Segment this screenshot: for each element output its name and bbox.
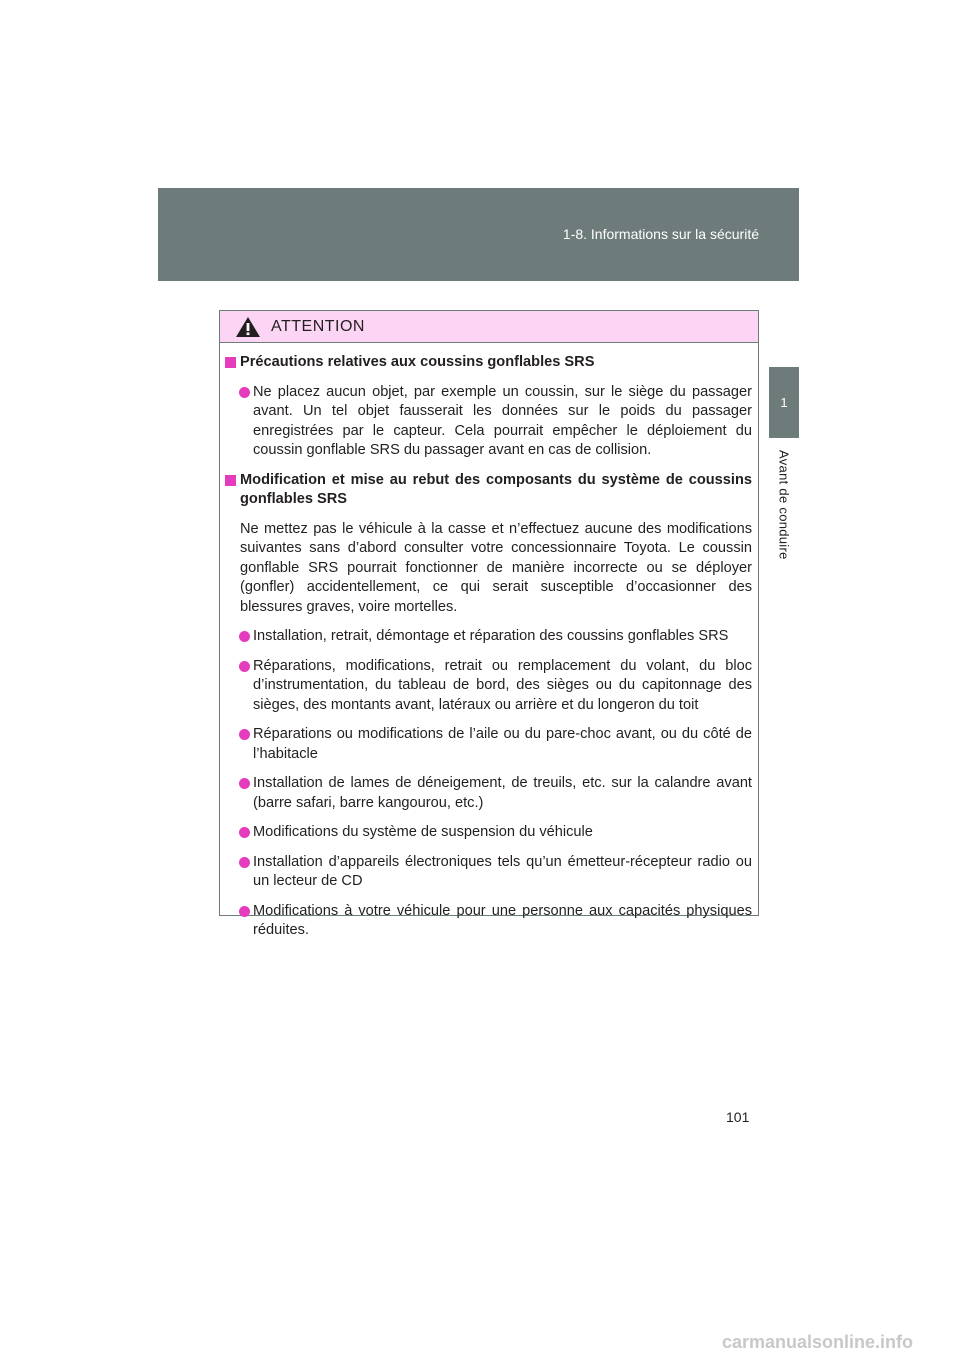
square-bullet-icon — [225, 357, 236, 368]
square-bullet-icon — [225, 475, 236, 486]
list-item-text: Installation, retrait, démontage et réparation des coussins gonflables SRS — [253, 628, 729, 644]
circle-bullet-icon — [239, 906, 250, 917]
page-number: 101 — [726, 1109, 750, 1125]
warning-box — [219, 310, 759, 938]
circle-bullet-icon — [239, 729, 250, 740]
circle-bullet-icon — [239, 631, 250, 642]
circle-bullet-icon — [239, 827, 250, 838]
section-heading-text: Précautions relatives aux coussins gonflables SRS — [240, 354, 595, 370]
section-title: 1-8. Informations sur la sécurité — [562, 226, 759, 242]
chapter-label: Avant de conduire — [776, 450, 792, 560]
list-item — [225, 774, 752, 813]
warning-header — [220, 311, 758, 343]
watermark-text: carmanualsonline.info — [722, 1332, 914, 1352]
warning-triangle-icon — [235, 316, 261, 338]
circle-bullet-icon — [239, 778, 250, 789]
section-heading — [225, 353, 752, 373]
list-item-text: Installation d’appareils électroniques tels qu’un émetteur-récepteur radio ou un lecteur de CD — [253, 853, 752, 889]
section-header-band — [158, 188, 799, 281]
list-item — [225, 725, 752, 764]
list-item-text: Installation de lames de déneigement, de treuils, etc. sur la calandre avant (barre safari, barre kangourou, etc.) — [253, 775, 752, 811]
circle-bullet-icon — [239, 387, 250, 398]
list-item-text: Réparations ou modifications de l’aile ou du pare-choc avant, ou du côté de l’habitacle — [253, 726, 752, 762]
list-item — [225, 383, 752, 461]
list-item-text: Modifications du système de suspension du véhicule — [253, 824, 593, 840]
watermark-logo — [722, 1331, 942, 1353]
circle-bullet-icon — [239, 661, 250, 672]
section-heading-text: Modification et mise au rebut des composants du système de coussins gonflables SRS — [240, 471, 752, 507]
circle-bullet-icon — [239, 857, 250, 868]
list-item-text: Ne placez aucun objet, par exemple un coussin, sur le siège du passager avant. Un tel objet fausserait les données sur le poids du passager enregistrées par le capteur. Cela pourrait empêcher le déploiement du coussin gonflable SRS du passager avant en cas de collision. — [253, 383, 752, 458]
section-heading — [225, 471, 752, 510]
list-item — [225, 657, 752, 716]
list-item-text: Modifications à votre véhicule pour une personne aux capacités physiques réduites. — [253, 902, 752, 938]
list-item — [225, 902, 752, 941]
list-item — [225, 823, 752, 843]
chapter-number: 1 — [780, 395, 788, 410]
warning-body — [220, 343, 758, 941]
list-item — [225, 853, 752, 892]
section-paragraph: Ne mettez pas le véhicule à la casse et n’effectuez aucune des modifications suivantes sans d’abord consulter votre concessionnaire Toyota. Le coussin gonflable SRS pourrait fonctionner de manière incorrecte ou se déployer (gonfler) accidentellement, ce qui serait susceptible d’occasionner des blessures graves, voire mortelles. — [240, 520, 752, 615]
list-item — [225, 627, 752, 647]
list-item-text: Réparations, modifications, retrait ou remplacement du volant, du bloc d’instrumentation, du tableau de bord, des sièges ou du capitonnage des sièges, des montants avant, latéraux ou arrière et du longeron du toit — [253, 657, 752, 713]
chapter-tab — [769, 367, 799, 438]
warning-title: ATTENTION — [271, 317, 365, 335]
